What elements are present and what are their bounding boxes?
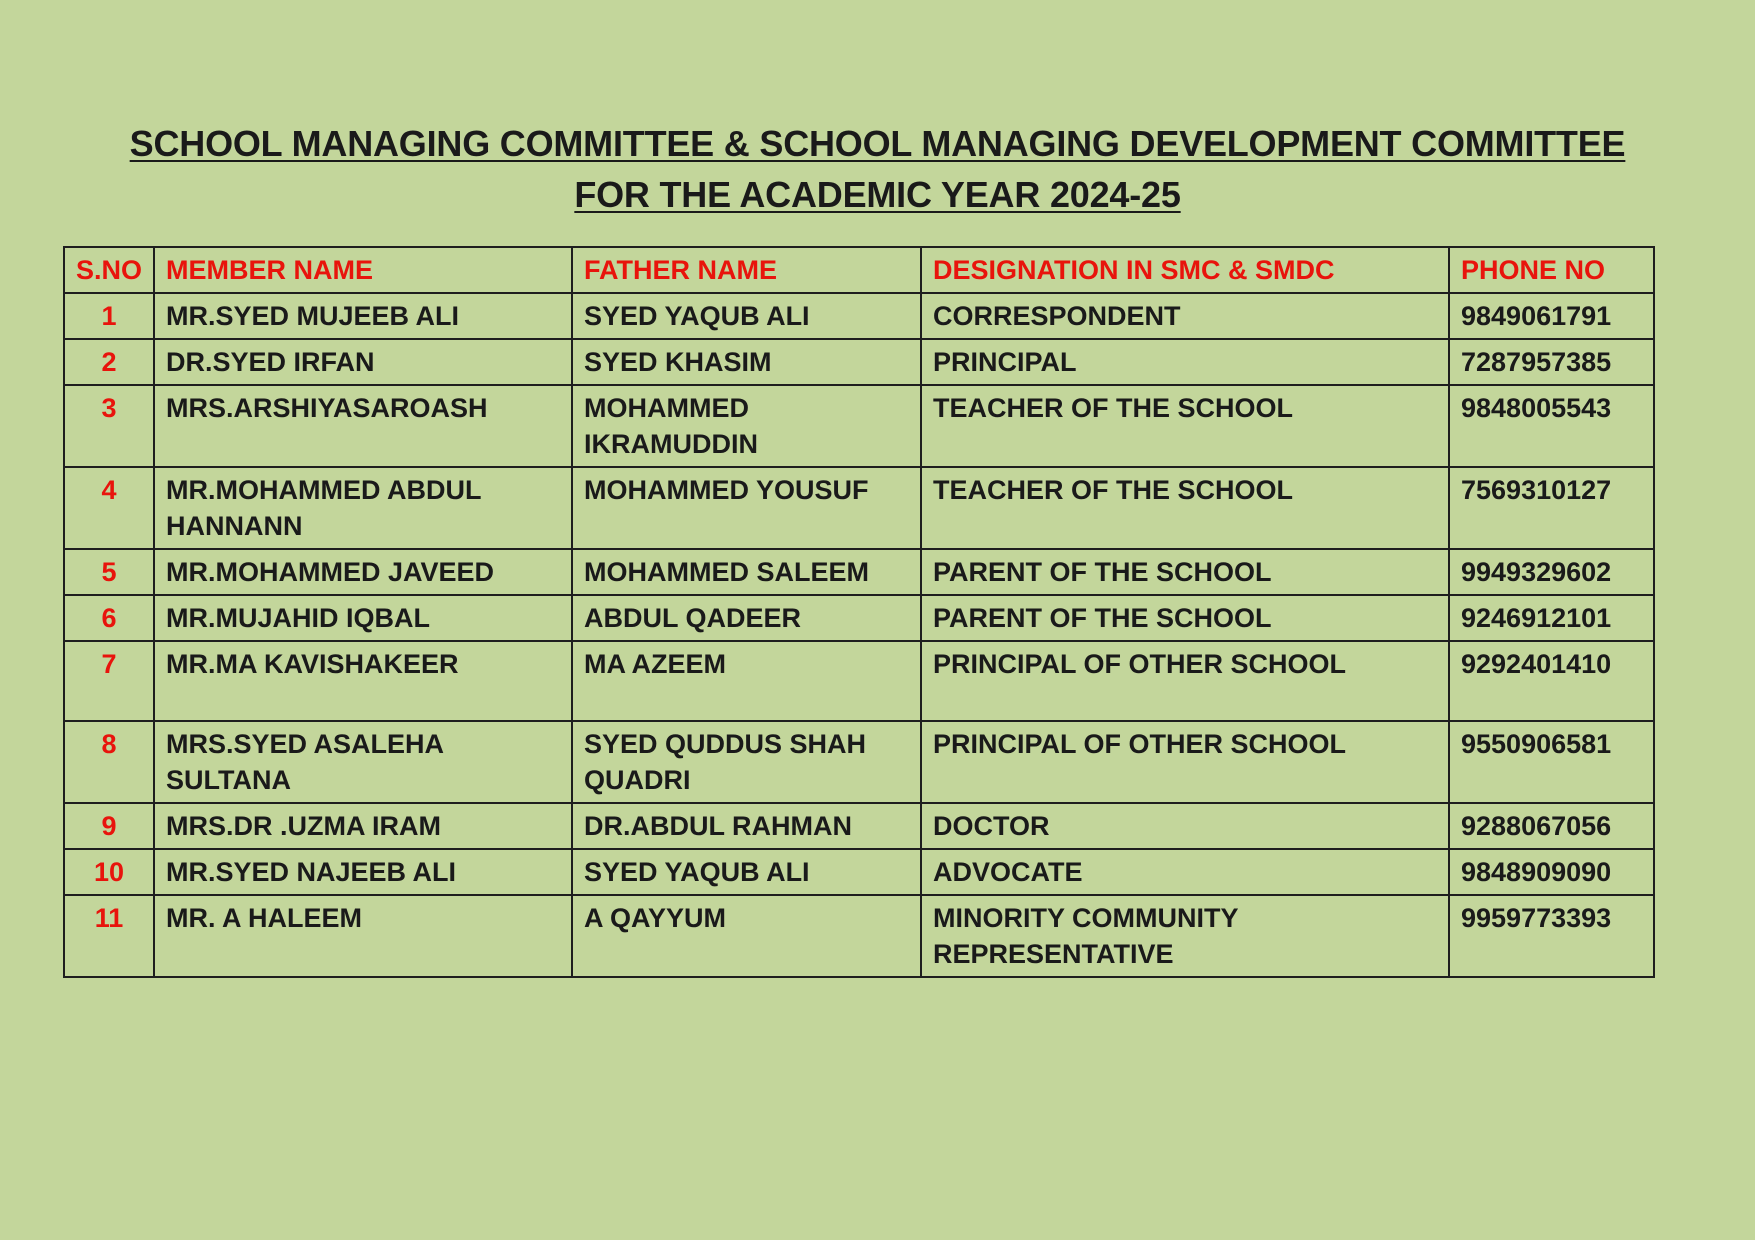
- header-designation: DESIGNATION IN SMC & SMDC: [921, 247, 1449, 293]
- committee-table: [63, 246, 1655, 978]
- table-row: [64, 721, 1654, 803]
- cell-designation: TEACHER OF THE SCHOOL: [921, 467, 1449, 549]
- cell-member-name: MRS.ARSHIYASAROASH: [154, 385, 572, 467]
- cell-sno: 1: [64, 293, 154, 339]
- cell-sno: 11: [64, 895, 154, 977]
- cell-sno: 4: [64, 467, 154, 549]
- cell-member-name: MR.SYED MUJEEB ALI: [154, 293, 572, 339]
- cell-sno: 8: [64, 721, 154, 803]
- header-sno: S.NO: [64, 247, 154, 293]
- cell-designation: ADVOCATE: [921, 849, 1449, 895]
- cell-designation: MINORITY COMMUNITY REPRESENTATIVE: [921, 895, 1449, 977]
- page-title: [0, 118, 1755, 220]
- cell-member-name: DR.SYED IRFAN: [154, 339, 572, 385]
- cell-phone: 9849061791: [1449, 293, 1654, 339]
- cell-sno: 6: [64, 595, 154, 641]
- cell-member-name: MR.MUJAHID IQBAL: [154, 595, 572, 641]
- cell-designation: PARENT OF THE SCHOOL: [921, 549, 1449, 595]
- table-row: [64, 385, 1654, 467]
- cell-sno: 7: [64, 641, 154, 721]
- cell-phone: 7569310127: [1449, 467, 1654, 549]
- cell-sno: 2: [64, 339, 154, 385]
- table-row: [64, 595, 1654, 641]
- cell-phone: 9848909090: [1449, 849, 1654, 895]
- title-line-2: FOR THE ACADEMIC YEAR 2024-25: [574, 174, 1181, 215]
- cell-designation: PRINCIPAL OF OTHER SCHOOL: [921, 721, 1449, 803]
- cell-designation: DOCTOR: [921, 803, 1449, 849]
- cell-father-name: SYED QUDDUS SHAH QUADRI: [572, 721, 921, 803]
- cell-father-name: ABDUL QADEER: [572, 595, 921, 641]
- cell-father-name: SYED YAQUB ALI: [572, 293, 921, 339]
- cell-phone: 9246912101: [1449, 595, 1654, 641]
- header-father-name: FATHER NAME: [572, 247, 921, 293]
- table-row: [64, 803, 1654, 849]
- cell-member-name: MRS.DR .UZMA IRAM: [154, 803, 572, 849]
- cell-father-name: MOHAMMED SALEEM: [572, 549, 921, 595]
- cell-designation: PRINCIPAL: [921, 339, 1449, 385]
- table-row: [64, 641, 1654, 721]
- table-row: [64, 849, 1654, 895]
- table-row: [64, 549, 1654, 595]
- cell-father-name: MOHAMMED YOUSUF: [572, 467, 921, 549]
- table-row: [64, 467, 1654, 549]
- cell-phone: 9288067056: [1449, 803, 1654, 849]
- cell-father-name: SYED YAQUB ALI: [572, 849, 921, 895]
- table-row: [64, 339, 1654, 385]
- cell-phone: 9959773393: [1449, 895, 1654, 977]
- cell-member-name: MR.MA KAVISHAKEER: [154, 641, 572, 721]
- cell-father-name: MOHAMMED IKRAMUDDIN: [572, 385, 921, 467]
- table-header-row: [64, 247, 1654, 293]
- cell-phone: 9848005543: [1449, 385, 1654, 467]
- title-line-1: SCHOOL MANAGING COMMITTEE & SCHOOL MANAGING DEVELOPMENT COMMITTEE: [129, 123, 1626, 164]
- cell-designation: PARENT OF THE SCHOOL: [921, 595, 1449, 641]
- cell-member-name: MRS.SYED ASALEHA SULTANA: [154, 721, 572, 803]
- cell-phone: 9949329602: [1449, 549, 1654, 595]
- cell-father-name: SYED KHASIM: [572, 339, 921, 385]
- table-row: [64, 293, 1654, 339]
- cell-sno: 5: [64, 549, 154, 595]
- header-phone: PHONE NO: [1449, 247, 1654, 293]
- cell-member-name: MR. A HALEEM: [154, 895, 572, 977]
- cell-father-name: DR.ABDUL RAHMAN: [572, 803, 921, 849]
- cell-member-name: MR.MOHAMMED JAVEED: [154, 549, 572, 595]
- cell-designation: TEACHER OF THE SCHOOL: [921, 385, 1449, 467]
- cell-phone: 9292401410: [1449, 641, 1654, 721]
- cell-designation: PRINCIPAL OF OTHER SCHOOL: [921, 641, 1449, 721]
- cell-sno: 10: [64, 849, 154, 895]
- cell-member-name: MR.MOHAMMED ABDUL HANNANN: [154, 467, 572, 549]
- cell-sno: 3: [64, 385, 154, 467]
- cell-sno: 9: [64, 803, 154, 849]
- cell-phone: 9550906581: [1449, 721, 1654, 803]
- cell-designation: CORRESPONDENT: [921, 293, 1449, 339]
- header-member-name: MEMBER NAME: [154, 247, 572, 293]
- cell-member-name: MR.SYED NAJEEB ALI: [154, 849, 572, 895]
- cell-father-name: A QAYYUM: [572, 895, 921, 977]
- cell-father-name: MA AZEEM: [572, 641, 921, 721]
- table-row: [64, 895, 1654, 977]
- cell-phone: 7287957385: [1449, 339, 1654, 385]
